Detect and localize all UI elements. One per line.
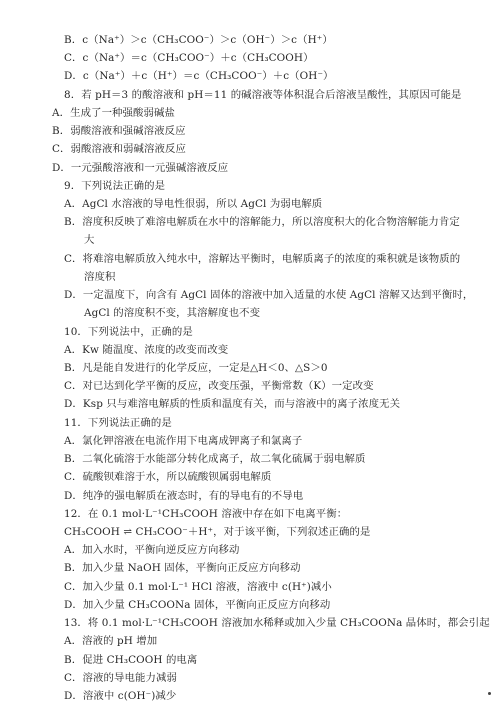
option-13b: B．促进 CH₃COOH 的电离 (64, 653, 198, 666)
option-9b: B．溶度积反映了难溶电解质在水中的溶解能力，所以溶度积大的化合物溶解能力肯定 (64, 216, 460, 229)
option-9c: C．将难溶电解质放入纯水中，溶解达平衡时，电解质离子的浓度的乘积就是该物质的 (64, 252, 461, 265)
option-7d: D．c（Na⁺）＋c（H⁺）＝c（CH₃COO⁻）＋c（OH⁻） (64, 70, 334, 83)
option-9d: D．一定温度下，向含有 AgCl 固体的溶液中加入适量的水使 AgCl 溶解又达到平衡时， (64, 289, 474, 302)
option-13a: A．溶液的 pH 增加 (64, 635, 158, 648)
option-12c: C．加入少量 0.1 mol·L⁻¹ HCl 溶液，溶液中 c(H⁺)减小 (64, 580, 332, 593)
question-12-equilibrium: CH₃COOH ⇌ CH₃COO⁻＋H⁺，对于该平衡，下列叙述正确的是 (64, 526, 371, 538)
option-8a: A．生成了一种强酸弱碱盐 (52, 106, 175, 119)
question-9-stem: 9．下列说法正确的是 (64, 179, 166, 192)
option-13c: C．溶液的导电能力减弱 (64, 671, 177, 684)
page-mark (488, 692, 491, 695)
question-12-stem: 12．在 0.1 mol·L⁻¹CH₃COOH 溶液中存在如下电离平衡： (64, 507, 348, 520)
option-11b: B．二氧化硫溶于水能部分转化成离子，故二氧化硫属于弱电解质 (64, 453, 366, 466)
option-11c: C．硫酸钡难溶于水，所以硫酸钡属弱电解质 (64, 471, 272, 484)
option-12b: B．加入少量 NaOH 固体，平衡向正反应方向移动 (64, 562, 301, 575)
option-8c: C．弱酸溶液和弱碱溶液反应 (52, 143, 186, 156)
option-8b: B．弱酸溶液和强碱溶液反应 (52, 125, 186, 138)
option-12d: D．加入少量 CH₃COONa 固体，平衡向正反应方向移动 (64, 598, 331, 611)
option-8d: D．一元强酸溶液和一元强碱溶液反应 (52, 161, 229, 174)
option-13d: D．溶液中 c(OH⁻)减少 (64, 690, 177, 702)
option-9d-cont: AgCl 的溶度积不变，其溶解度也不变 (84, 307, 261, 320)
option-10d: D．Ksp 只与难溶电解质的性质和温度有关，而与溶液中的离子浓度无关 (64, 398, 401, 411)
option-10b: B．凡是能自发进行的化学反应，一定是△H＜0、△S＞0 (64, 362, 328, 374)
option-9a: A．AgCl 水溶液的导电性很弱，所以 AgCl 为弱电解质 (64, 198, 323, 210)
question-8-stem: 8．若 pH＝3 的酸溶液和 pH＝11 的碱溶液等体积混合后溶液呈酸性，其原因可能是 (64, 88, 462, 101)
option-9c-cont: 溶度积 (84, 270, 116, 283)
option-7c: C．c（Na⁺）＝c（CH₃COO⁻）＋c（CH₃COOH） (64, 52, 314, 65)
question-13-stem: 13．将 0.1 mol·L⁻¹CH₃COOH 溶液加水稀释或加入少量 CH₃COONa 晶体时，都会引起 (64, 617, 490, 630)
option-11d: D．纯净的强电解质在液态时，有的导电有的不导电 (64, 489, 304, 502)
option-9b-cont: 大 (84, 234, 95, 247)
option-10a: A．Kw 随温度、浓度的改变而改变 (64, 343, 229, 356)
option-7b: B．c（Na⁺）＞c（CH₃COO⁻）＞c（OH⁻）＞c（H⁺） (64, 34, 333, 46)
option-12a: A．加入水时，平衡向逆反应方向移动 (64, 544, 240, 557)
question-11-stem: 11．下列说法正确的是 (64, 416, 172, 429)
option-10c: C．对已达到化学平衡的反应，改变压强，平衡常数（K）一定改变 (64, 380, 374, 393)
option-11a: A．氯化钾溶液在电流作用下电离成钾离子和氯离子 (64, 434, 303, 447)
question-10-stem: 10．下列说法中，正确的是 (64, 325, 193, 338)
